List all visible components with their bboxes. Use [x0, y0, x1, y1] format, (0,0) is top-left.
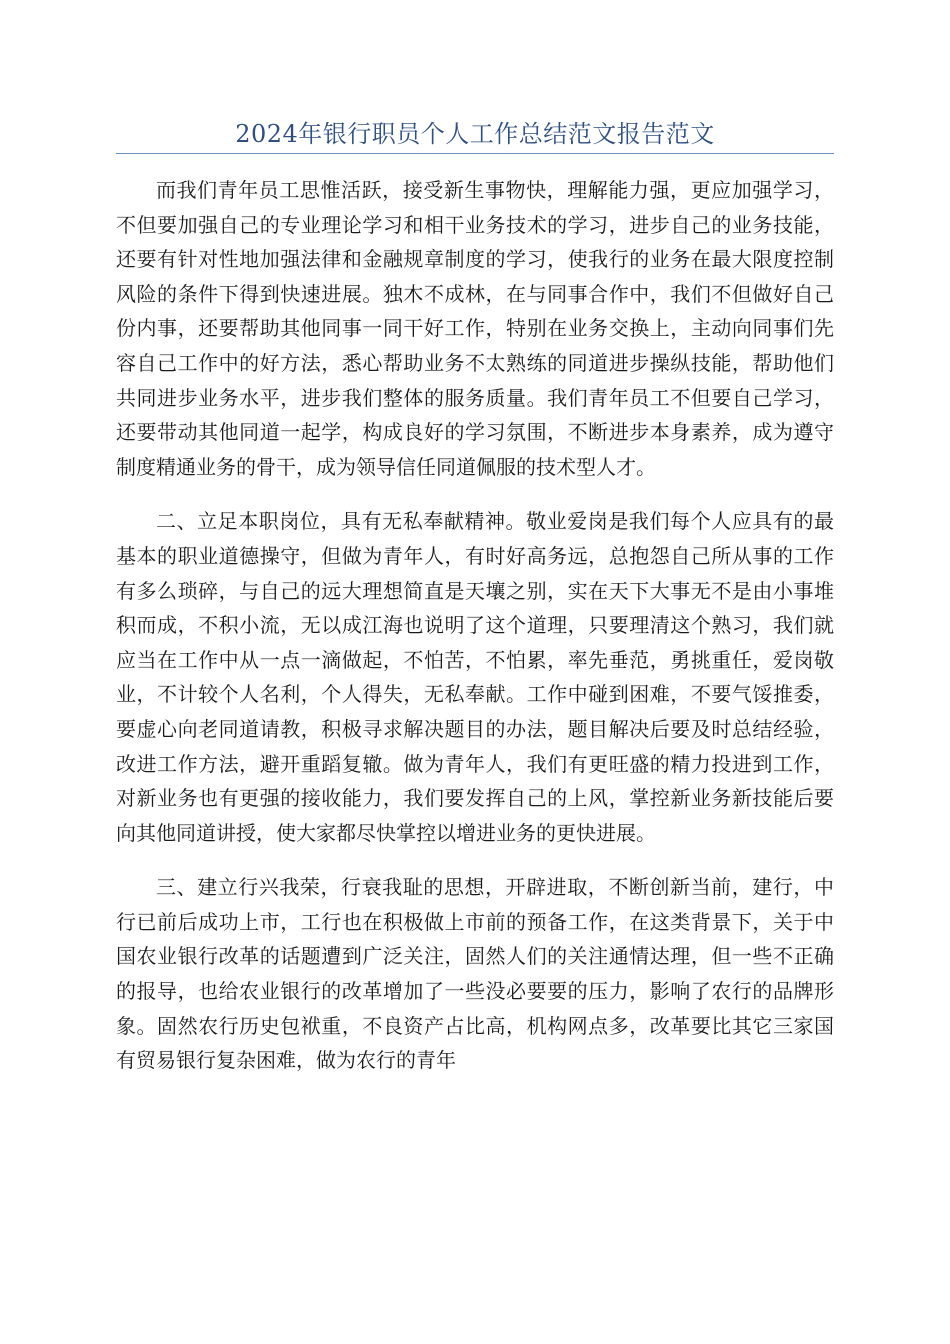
- document-title: 2024年银行职员个人工作总结范文报告范文: [235, 120, 715, 148]
- paragraph-3: 三、建立行兴我荣，行衰我耻的思想，开辟进取，不断创新当前，建行，中行已前后成功上市，工行也在积极做上市前的预备工作，在这类背景下，关于中国农业银行改革的话题遭到广泛关注，固然人们的关注通情达理，但一些不正确的报导，也给农业银行的改革增加了一些没必要要的压力，影响了农行的品牌形象。固然农行历史包袱重，不良资产占比高，机构网点多，改革要比其它三家国有贸易银行复杂困难，做为农行的青年: [116, 875, 834, 1073]
- document-body: [116, 173, 834, 1098]
- title-underline: [116, 153, 834, 154]
- paragraph-1: 而我们青年员工思惟活跃，接受新生事物快，理解能力强，更应加强学习，不但要加强自己的专业理论学习和相干业务技术的学习，进步自己的业务技能，还要有针对性地加强法律和金融规章制度的学习，使我行的业务在最大限度控制风险的条件下得到快速进展。独木不成林，在与同事合作中，我们不但做好自己份内事，还要帮助其他同事一同干好工作，特别在业务交换上，主动向同事们先容自己工作中的好方法，悉心帮助业务不太熟练的同道进步操纵技能，帮助他们共同进步业务水平，进步我们整体的服务质量。我们青年员工不但要自己学习，还要带动其他同道一起学，构成良好的学习氛围，不断进步本身素养，成为遵守制度精通业务的骨干，成为领导信任同道佩服的技术型人才。: [116, 178, 834, 479]
- paragraph-2: 二、立足本职岗位，具有无私奉献精神。敬业爱岗是我们每个人应具有的最基本的职业道德操守，但做为青年人，有时好高务远，总抱怨自己所从事的工作有多么琐碎，与自己的远大理想简直是天壤之别，实在天下大事无不是由小事堆积而成，不积小流，无以成江海也说明了这个道理，只要理清这个熟习，我们就应当在工作中从一点一滴做起，不怕苦，不怕累，率先垂范，勇挑重任，爱岗敬业，不计较个人名利，个人得失，无私奉献。工作中碰到困难，不要气馁推委，要虚心向老同道请教，积极寻求解决题目的办法，题目解决后要及时总结经验，改进工作方法，避开重蹈复辙。做为青年人，我们有更旺盛的精力投进到工作，对新业务也有更强的接收能力，我们要发挥自己的上风，掌控新业务新技能后要向其他同道讲授，使大家都尽快掌控以增进业务的更快进展。: [116, 509, 834, 845]
